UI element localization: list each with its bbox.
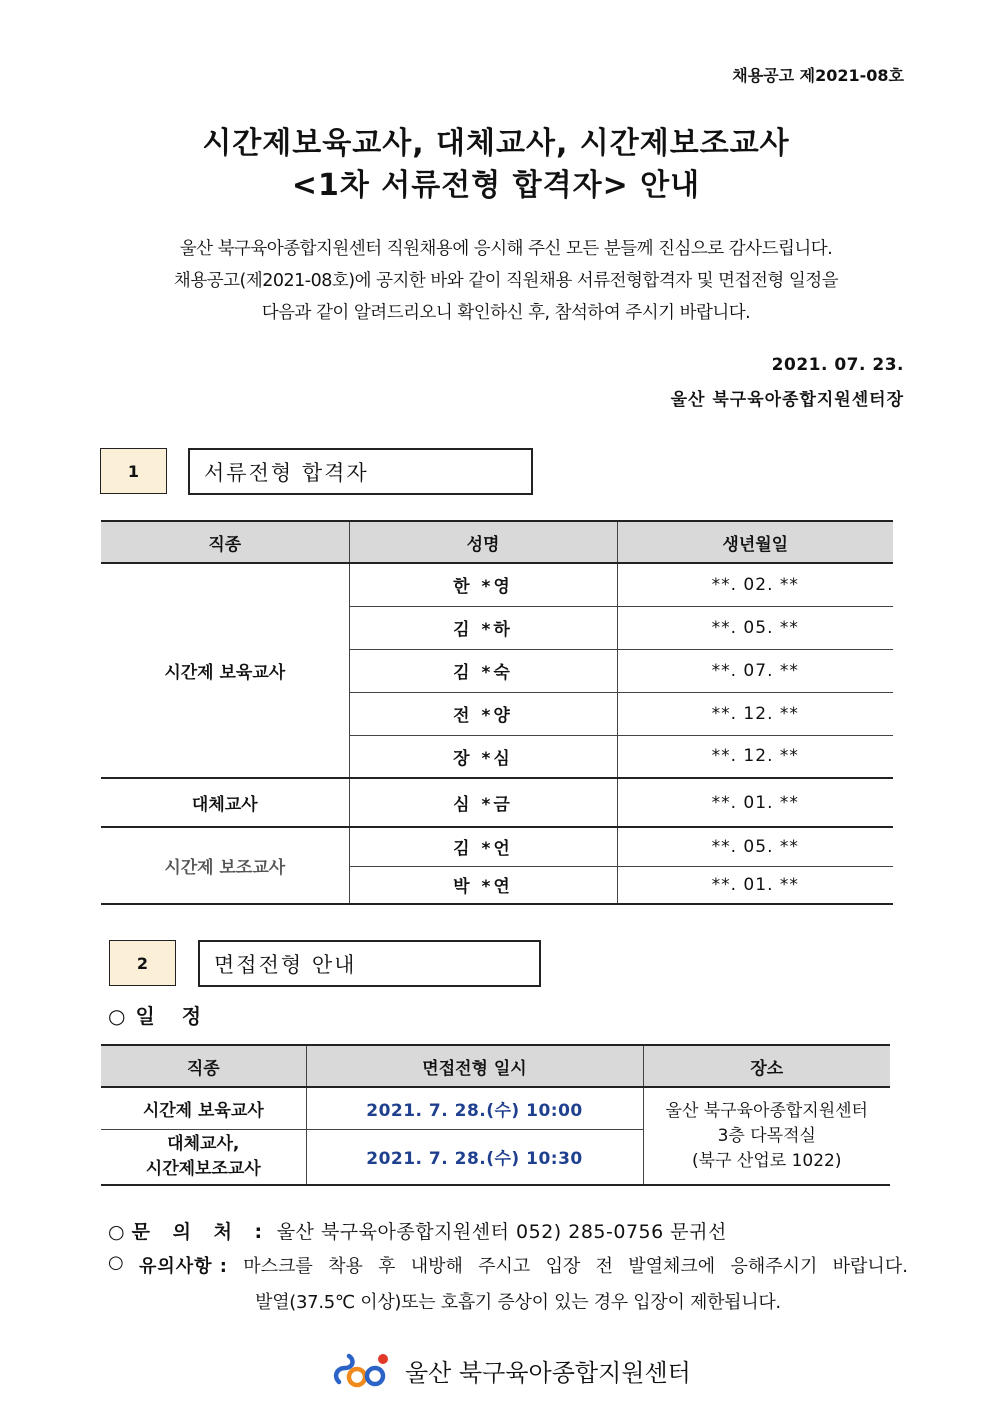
job-cell: 시간제 보육교사 [101, 563, 349, 778]
dob-cell: **. 05. ** [617, 606, 893, 649]
bullet-circle: ○ [108, 1004, 126, 1028]
name-cell: 박 *연 [349, 866, 617, 904]
contact-label: 문 의 처 : [131, 1221, 271, 1243]
dob-cell: **. 02. ** [617, 563, 893, 606]
place-line-1: 울산 북구육아종합지원센터 [665, 1100, 868, 1121]
contact-value: 울산 북구육아종합지원센터 052) 285-0756 문귀선 [276, 1221, 727, 1243]
dob-cell: **. 01. ** [617, 778, 893, 827]
section-2-number: 2 [109, 940, 176, 986]
table-row [101, 1087, 890, 1129]
name-cell: 장 *심 [349, 735, 617, 778]
dob-cell: **. 01. ** [617, 866, 893, 904]
name-cell: 김 *숙 [349, 649, 617, 692]
caution-word: 내방해 [410, 1256, 463, 1277]
dob-cell: **. 07. ** [617, 649, 893, 692]
job-cell: 대체교사 [101, 778, 349, 827]
notice-number: 채용공고 제2021-08호 [732, 66, 904, 85]
header-name: 성명 [349, 521, 617, 563]
notice-date: 2021. 07. 23. [771, 355, 904, 375]
section-1-title: 서류전형 합격자 [188, 448, 533, 495]
job-line-1: 대체교사, [167, 1133, 240, 1154]
caution-word: 후 [378, 1256, 396, 1277]
contact-line [108, 1217, 727, 1244]
table-row [101, 563, 893, 606]
header-place: 장소 [643, 1045, 890, 1087]
caution-word: 마스크를 [243, 1256, 313, 1277]
header-job: 직종 [101, 1045, 306, 1087]
place-line-3: (북구 산업로 1022) [692, 1150, 842, 1171]
place-cell [643, 1087, 890, 1185]
place-line-2: 3층 다목적실 [717, 1125, 816, 1146]
job-line-2: 시간제보조교사 [145, 1158, 261, 1179]
datetime-cell: 2021. 7. 28.(수) 10:00 [306, 1087, 643, 1129]
intro-line-1: 울산 북구육아종합지원센터 직원채용에 응시해 주신 모든 분들께 진심으로 감사드립니다. [179, 239, 833, 259]
intro-line-2: 채용공고(제2021-08호)에 공지한 바와 같이 직원채용 서류전형합격자 및 면접전형 일정을 [173, 271, 839, 291]
intro-line-3: 다음과 같이 알려드리오니 확인하신 후, 참석하여 주시기 바랍니다. [261, 303, 751, 323]
section-2-title: 면접전형 안내 [198, 940, 541, 987]
caution-word: 주시고 [478, 1256, 531, 1277]
caution-word: 응해주시기 [730, 1256, 818, 1277]
applicants-table [101, 520, 893, 905]
interview-schedule-table [101, 1044, 890, 1186]
header-datetime: 면접전형 일시 [306, 1045, 643, 1087]
dob-cell: **. 12. ** [617, 735, 893, 778]
name-cell: 한 *영 [349, 563, 617, 606]
name-cell: 김 *언 [349, 827, 617, 866]
bullet-circle: ○ [108, 1221, 126, 1243]
name-cell: 심 *금 [349, 778, 617, 827]
document-title-line2: <1차 서류전형 합격자> 안내 [291, 168, 701, 203]
job-cell: 시간제 보조교사 [101, 827, 349, 904]
caution-label: 유의사항 : [138, 1256, 228, 1277]
name-cell: 전 *양 [349, 692, 617, 735]
schedule-label: 일 정 [135, 1004, 212, 1028]
table-header-row [101, 1045, 890, 1087]
signer: 울산 북구육아종합지원센터장 [670, 390, 904, 410]
table-row [101, 778, 893, 827]
header-dob: 생년월일 [617, 521, 893, 563]
footer [333, 1350, 691, 1390]
footer-org-name: 울산 북구육아종합지원센터 [405, 1358, 691, 1387]
caution-line-2: 발열(37.5℃ 이상)또는 호흡기 증상이 있는 경우 입장이 제한됩니다. [255, 1292, 781, 1313]
job-cell: 시간제 보육교사 [101, 1087, 306, 1129]
table-header-row [101, 521, 893, 563]
dob-cell: **. 05. ** [617, 827, 893, 866]
intro-paragraph [0, 233, 992, 329]
table-row [101, 827, 893, 866]
dob-cell: **. 12. ** [617, 692, 893, 735]
bullet-circle: ○ [108, 1252, 124, 1273]
caution-line-1 [108, 1252, 908, 1278]
caution-word: 착용 [328, 1256, 363, 1277]
caution-word: 발열체크에 [628, 1256, 716, 1277]
caution-word: 입장 [545, 1256, 581, 1277]
section-1-number: 1 [100, 448, 167, 494]
datetime-cell: 2021. 7. 28.(수) 10:30 [306, 1129, 643, 1185]
caution-block [108, 1252, 908, 1314]
caution-word: 전 [595, 1256, 613, 1277]
name-cell: 김 *하 [349, 606, 617, 649]
schedule-heading [108, 1000, 211, 1029]
header-job: 직종 [101, 521, 349, 563]
job-cell [101, 1129, 306, 1185]
document-title-line1: 시간제보육교사, 대체교사, 시간제보조교사 [202, 126, 790, 161]
caution-word: 바랍니다. [832, 1256, 908, 1277]
center-logo-icon [333, 1350, 395, 1390]
